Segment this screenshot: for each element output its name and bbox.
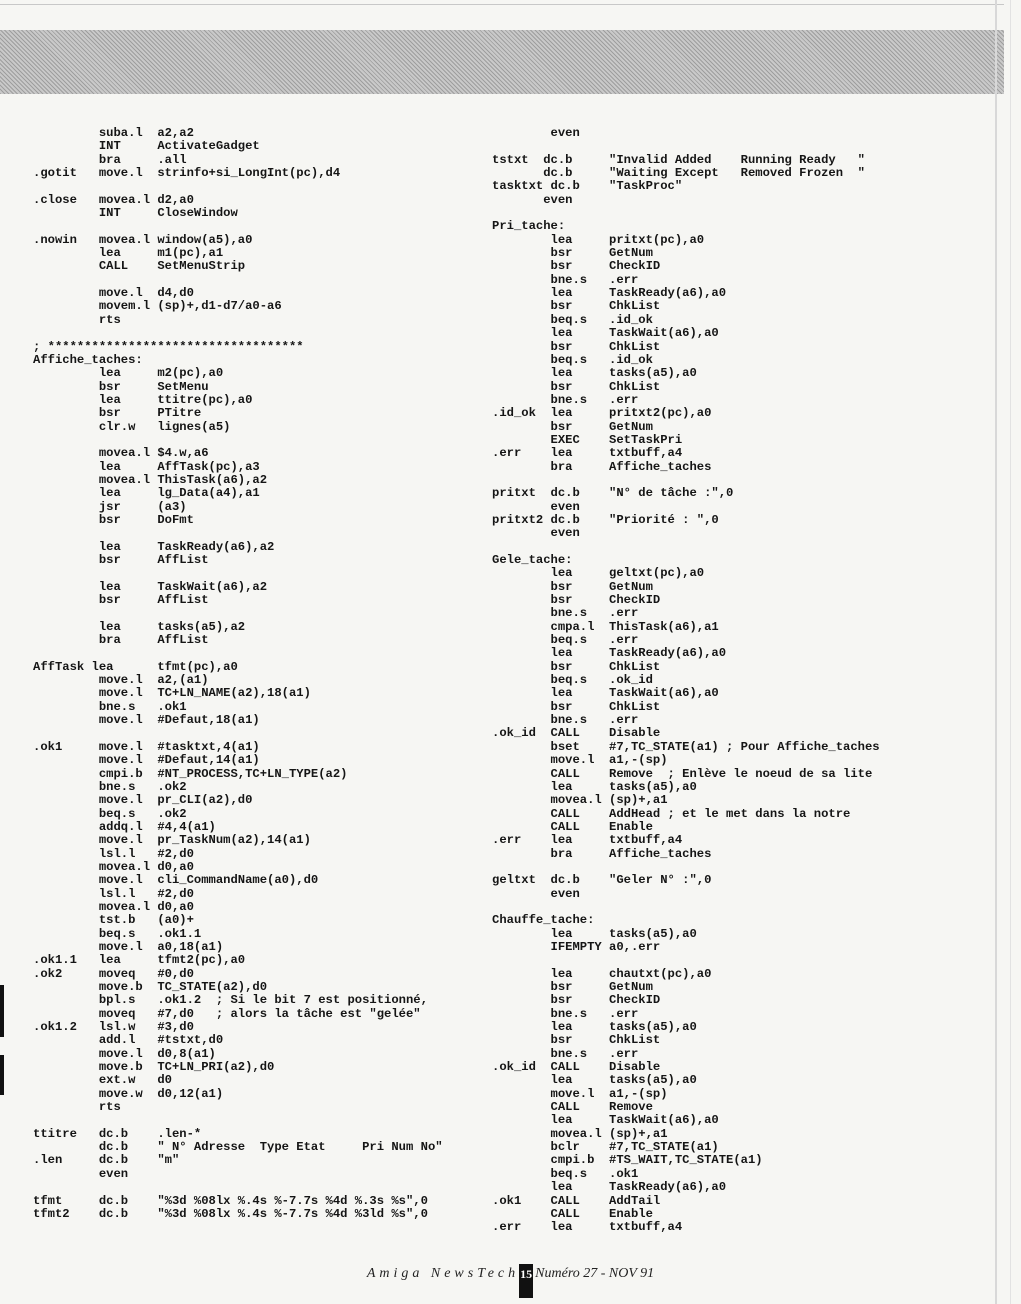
code-line: move.b TC+LN_PRI(a2),d0 — [33, 1060, 275, 1075]
code-line: tasktxt dc.b "TaskProc" — [492, 179, 683, 194]
code-line: cmpa.l ThisTask(a6),a1 — [492, 619, 719, 634]
code-line: move.l pr_CLI(a2),d0 — [33, 793, 253, 808]
top-edge-line — [0, 4, 1004, 5]
code-line: even — [492, 192, 573, 207]
code-line: lea tasks(a5),a0 — [492, 926, 697, 941]
code-line: lea TaskReady(a6),a2 — [33, 539, 275, 554]
code-line: bsr GetNum — [492, 419, 653, 434]
binding-mark — [0, 985, 4, 1037]
code-line: Gele_tache: — [492, 553, 573, 567]
code-line: bsr CheckID — [492, 993, 661, 1008]
code-line: movea.l d0,a0 — [33, 899, 194, 914]
code-line: bsr ChkList — [492, 379, 661, 394]
code-line: bsr ChkList — [492, 659, 661, 674]
page-edge-line — [995, 0, 997, 1304]
code-line: bra Affiche_taches — [492, 459, 712, 474]
code-line — [492, 140, 880, 153]
code-line: lea chautxt(pc),a0 — [492, 966, 712, 981]
code-line: bsr GetNum — [492, 980, 653, 994]
code-line: bra Affiche_taches — [492, 846, 712, 861]
code-line: .err lea txtbuff,a4 — [492, 833, 683, 848]
code-line: CALL AddHead ; et le met dans la notre — [492, 806, 851, 821]
code-line: ttitre dc.b .len-* — [33, 1126, 202, 1141]
code-line: bne.s .err — [492, 392, 639, 407]
code-line: bne.s .ok2 — [33, 779, 187, 794]
code-line: lsl.l #2,d0 — [33, 886, 194, 901]
code-line: .ok2 moveq #0,d0 — [33, 966, 194, 981]
code-line — [492, 207, 880, 220]
code-line: CALL Enable — [492, 819, 653, 834]
code-line: move.l d0,8(a1) — [33, 1046, 216, 1061]
code-line: tstxt dc.b "Invalid Added Running Ready " — [492, 152, 865, 167]
code-line: bne.s .err — [492, 1006, 639, 1021]
code-line: moveq #7,d0 ; alors la tâche est "gelée" — [33, 1006, 421, 1021]
code-line — [33, 1181, 443, 1194]
code-line: .ok_id CALL Disable — [492, 726, 661, 741]
code-line: lea ttitre(pc),a0 — [33, 392, 253, 407]
code-line: Chauffe_tache: — [492, 913, 595, 928]
code-line: beq.s .err — [492, 633, 639, 648]
code-line — [492, 901, 880, 914]
code-line: geltxt dc.b "Geler N° :",0 — [492, 873, 712, 888]
code-line: move.l pr_TaskNum(a2),14(a1) — [33, 833, 311, 848]
code-line: lea lg_Data(a4),a1 — [33, 486, 260, 501]
code-line: rts — [33, 1100, 121, 1115]
code-line: bclr #7,TC_STATE(a1) — [492, 1140, 719, 1155]
code-line: movem.l (sp)+,d1-d7/a0-a6 — [33, 299, 282, 314]
code-line: lea m2(pc),a0 — [33, 366, 224, 381]
code-line: even — [33, 1166, 129, 1181]
code-line: tfmt2 dc.b "%3d %08lx %.4s %-7.7s %4d %3ld %s",0 — [33, 1206, 428, 1221]
code-line: dc.b " N° Adresse Type Etat Pri Num No" — [33, 1140, 443, 1155]
code-line: bsr CheckID — [492, 593, 661, 608]
code-line — [492, 861, 880, 874]
code-line — [33, 274, 443, 287]
code-line: INT CloseWindow — [33, 206, 238, 221]
code-line: jsr (a3) — [33, 499, 187, 514]
code-line: lea TaskReady(a6),a0 — [492, 1180, 727, 1195]
magazine-name: Amiga NewsTech — [366, 1266, 520, 1281]
code-line: .len dc.b "m" — [33, 1153, 180, 1168]
code-line: bne.s .err — [492, 713, 639, 728]
code-line: bne.s .err — [492, 272, 639, 287]
code-line: .id_ok lea pritxt2(pc),a0 — [492, 406, 712, 421]
code-line: .ok1.2 lsl.w #3,d0 — [33, 1020, 194, 1035]
code-line: bsr GetNum — [492, 246, 653, 261]
code-line: addq.l #4,4(a1) — [33, 819, 216, 834]
code-line — [33, 180, 443, 193]
code-line — [33, 1114, 443, 1127]
page-number: 15 — [519, 1264, 533, 1298]
code-line — [33, 220, 443, 233]
binding-mark-lower — [0, 1055, 4, 1095]
code-line: beq.s .id_ok — [492, 352, 653, 367]
code-line: beq.s .ok_id — [492, 673, 653, 688]
code-line: bsr ChkList — [492, 299, 661, 314]
code-line: Affiche_taches: — [33, 352, 143, 367]
code-line — [33, 527, 443, 540]
code-line: bsr GetNum — [492, 579, 653, 594]
code-line — [492, 954, 880, 967]
code-line: bset #7,TC_STATE(a1) ; Pour Affiche_taches — [492, 739, 880, 754]
code-line: .err lea txtbuff,a4 — [492, 1220, 683, 1235]
code-line: bne.s .err — [492, 606, 639, 621]
code-line: lea TaskReady(a6),a0 — [492, 286, 727, 301]
code-line — [33, 327, 443, 340]
code-line: tfmt dc.b "%3d %08lx %.4s %-7.7s %4d %.3s %s",0 — [33, 1193, 428, 1208]
code-line: movea.l (sp)+,a1 — [492, 1126, 668, 1141]
code-line: .ok1 move.l #tasktxt,4(a1) — [33, 739, 260, 754]
code-line: even — [492, 886, 580, 901]
code-line: lea TaskWait(a6),a2 — [33, 579, 268, 594]
issue-label: Numéro 27 - NOV 91 — [535, 1266, 655, 1281]
code-line: move.w d0,12(a1) — [33, 1086, 224, 1101]
code-listing-left — [33, 127, 443, 1221]
page-edge-line-outer — [1010, 0, 1011, 1304]
header-halftone-band — [0, 30, 1004, 94]
code-line: .ok_id CALL Disable — [492, 1060, 661, 1075]
code-line — [33, 607, 443, 620]
code-line — [33, 434, 443, 447]
code-line: add.l #tstxt,d0 — [33, 1033, 224, 1048]
code-line: CALL Remove ; Enlève le noeud de sa lite — [492, 766, 873, 781]
code-line: bra AffList — [33, 633, 209, 648]
code-line: ext.w d0 — [33, 1073, 172, 1088]
code-line — [33, 727, 443, 740]
code-line: bsr DoFmt — [33, 512, 194, 527]
code-line: CALL Remove — [492, 1100, 653, 1115]
code-line: .nowin movea.l window(a5),a0 — [33, 232, 253, 247]
code-line: CALL SetMenuStrip — [33, 259, 246, 274]
code-line: lea TaskReady(a6),a0 — [492, 646, 727, 661]
code-line: ; *********************************** — [33, 339, 304, 354]
code-line: AffTask lea tfmt(pc),a0 — [33, 659, 238, 674]
code-line: CALL Enable — [492, 1206, 653, 1221]
code-line: Pri_tache: — [492, 219, 566, 234]
code-line: move.l a0,18(a1) — [33, 939, 224, 954]
code-line: lea AffTask(pc),a3 — [33, 459, 260, 474]
code-line: bsr PTitre — [33, 406, 202, 421]
code-line — [33, 647, 443, 660]
code-line: lea tasks(a5),a0 — [492, 1073, 697, 1088]
code-line: movea.l ThisTask(a6),a2 — [33, 472, 268, 487]
code-line: bra .all — [33, 152, 187, 167]
code-line: IFEMPTY a0,.err — [492, 939, 661, 954]
code-line: move.b TC_STATE(a2),d0 — [33, 980, 268, 994]
code-line: lsl.l #2,d0 — [33, 846, 194, 861]
code-line: move.l a2,(a1) — [33, 673, 209, 688]
code-line: bne.s .ok1 — [33, 699, 187, 714]
code-line: .ok1.1 lea tfmt2(pc),a0 — [33, 953, 246, 968]
code-line: bsr ChkList — [492, 699, 661, 714]
code-line: cmpi.b #NT_PROCESS,TC+LN_TYPE(a2) — [33, 766, 348, 781]
code-line — [492, 541, 880, 554]
code-line: even — [492, 126, 580, 140]
code-line: move.l TC+LN_NAME(a2),18(a1) — [33, 686, 311, 701]
code-line: move.l #Defaut,18(a1) — [33, 713, 260, 728]
code-line: bsr AffList — [33, 593, 209, 608]
code-line: lea m1(pc),a1 — [33, 246, 224, 261]
code-line: even — [492, 526, 580, 541]
code-line: .err lea txtbuff,a4 — [492, 446, 683, 461]
code-line: rts — [33, 312, 121, 327]
code-line: move.l d4,d0 — [33, 286, 194, 301]
page-footer — [0, 1264, 1021, 1284]
code-line: bsr ChkList — [492, 1033, 661, 1048]
code-listing-right — [492, 127, 880, 1235]
code-line: suba.l a2,a2 — [33, 126, 194, 140]
code-line: bne.s .err — [492, 1046, 639, 1061]
code-line: dc.b "Waiting Except Removed Frozen " — [492, 166, 865, 181]
code-line: move.l a1,-(sp) — [492, 1086, 668, 1101]
code-line: beq.s .ok1 — [492, 1166, 639, 1181]
code-line: lea geltxt(pc),a0 — [492, 566, 705, 581]
code-line: EXEC SetTaskPri — [492, 432, 683, 447]
code-line: INT ActivateGadget — [33, 139, 260, 154]
code-line: bsr CheckID — [492, 259, 661, 274]
code-line: lea tasks(a5),a0 — [492, 1020, 697, 1035]
code-line: movea.l (sp)+,a1 — [492, 793, 668, 808]
code-line: movea.l $4.w,a6 — [33, 446, 209, 461]
code-line: move.l #Defaut,14(a1) — [33, 753, 260, 768]
code-line: pritxt2 dc.b "Priorité : ",0 — [492, 512, 719, 527]
code-line: bpl.s .ok1.2 ; Si le bit 7 est positionné, — [33, 993, 428, 1008]
code-line: pritxt dc.b "N° de tâche :",0 — [492, 486, 734, 501]
code-line: movea.l d0,a0 — [33, 859, 194, 874]
code-line: beq.s .id_ok — [492, 312, 653, 327]
code-line: move.l a1,-(sp) — [492, 753, 668, 768]
code-line — [33, 567, 443, 580]
code-line: lea tasks(a5),a0 — [492, 779, 697, 794]
code-line: beq.s .ok1.1 — [33, 926, 202, 941]
code-line — [492, 474, 880, 487]
code-line: lea pritxt(pc),a0 — [492, 232, 705, 247]
code-line: cmpi.b #TS_WAIT,TC_STATE(a1) — [492, 1153, 763, 1168]
code-line: even — [492, 499, 580, 514]
code-line: bsr SetMenu — [33, 379, 209, 394]
code-line: bsr AffList — [33, 553, 209, 567]
code-line: lea tasks(a5),a2 — [33, 619, 246, 634]
code-line: move.l cli_CommandName(a0),d0 — [33, 873, 319, 888]
code-line: bsr ChkList — [492, 339, 661, 354]
code-line: lea tasks(a5),a0 — [492, 366, 697, 381]
code-line: lea TaskWait(a6),a0 — [492, 1113, 719, 1128]
code-line: .close movea.l d2,a0 — [33, 192, 194, 207]
code-line: lea TaskWait(a6),a0 — [492, 326, 719, 341]
code-line: tst.b (a0)+ — [33, 913, 194, 928]
code-line: .ok1 CALL AddTail — [492, 1193, 661, 1208]
code-line: lea TaskWait(a6),a0 — [492, 686, 719, 701]
code-line: beq.s .ok2 — [33, 806, 187, 821]
code-line: .gotit move.l strinfo+si_LongInt(pc),d4 — [33, 166, 341, 181]
code-line: clr.w lignes(a5) — [33, 419, 231, 434]
